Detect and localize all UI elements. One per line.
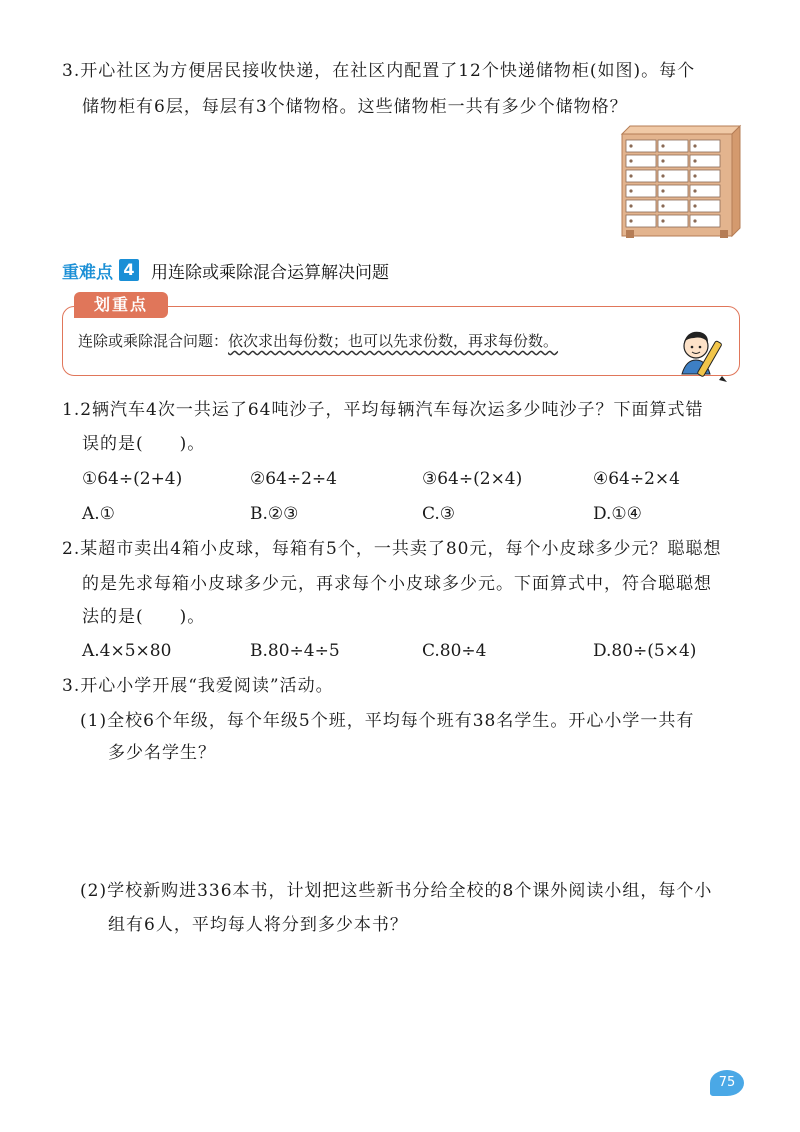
- q2-option-b: B.80÷4÷5: [250, 641, 340, 661]
- q3-sub1-line1: (1)全校6个年级，每个年级5个班，平均每个班有38名学生。开心小学一共有: [80, 711, 695, 731]
- q1-expr-2: ②64÷2÷4: [250, 469, 337, 489]
- keypoint-text: [78, 329, 558, 353]
- prev-q3-line2: 储物柜有6层，每层有3个储物格。这些储物柜一共有多少个储物格？: [82, 97, 628, 117]
- section-heading: [62, 256, 389, 284]
- section-label: 重难点: [62, 262, 113, 283]
- q2-option-c: C.80÷4: [422, 641, 487, 661]
- q1-option-a: A.①: [82, 504, 115, 524]
- section-title: 用连除或乘除混合运算解决问题: [151, 262, 389, 283]
- q1-line2: 误的是( )。: [82, 434, 206, 454]
- q2-line2: 的是先求每箱小皮球多少元，再求每个小皮球多少元。下面算式中，符合聪聪想: [82, 574, 712, 594]
- student-writing-icon: [672, 326, 732, 384]
- q1-line1: 1.2辆汽车4次一共运了64吨沙子，平均每辆汽车每次运多少吨沙子？下面算式错: [62, 400, 704, 420]
- keypoint-tab: 划重点: [74, 292, 168, 318]
- q2-option-d: D.80÷(5×4): [593, 641, 697, 661]
- q3-sub2-line2: 组有6人，平均每人将分到多少本书？: [108, 915, 408, 935]
- q3-sub2-line1: (2)学校新购进336本书，计划把这些新书分给全校的8个课外阅读小组，每个小: [80, 881, 713, 901]
- q1-option-c: C.③: [422, 504, 456, 524]
- q1-expr-3: ③64÷(2×4): [422, 469, 523, 489]
- q1-expr-1: ①64÷(2+4): [82, 469, 183, 489]
- q1-option-d: D.①④: [593, 504, 642, 524]
- prev-q3-line1: 3.开心社区为方便居民接收快递，在社区内配置了12个快递储物柜(如图)。每个: [62, 61, 696, 81]
- locker-cabinet-illustration: [616, 124, 742, 242]
- q3-sub1-line2: 多少名学生？: [108, 743, 216, 763]
- keypoint-text-prefix: 连除或乘除混合问题：: [78, 332, 229, 350]
- keypoint-text-emphasis: 依次求出每份数；也可以先求份数，再求每份数。: [228, 332, 559, 350]
- q2-line3: 法的是( )。: [82, 607, 206, 627]
- q2-line1: 2.某超市卖出4箱小皮球，每箱有5个，一共卖了80元，每个小皮球多少元？聪聪想: [62, 539, 722, 559]
- q1-expr-4: ④64÷2×4: [593, 469, 680, 489]
- q1-option-b: B.②③: [250, 504, 299, 524]
- section-number-badge: 4: [119, 259, 139, 281]
- q3-line1: 3.开心小学开展“我爱阅读”活动。: [62, 676, 334, 696]
- page-number: 75: [710, 1070, 744, 1096]
- q2-option-a: A.4×5×80: [82, 641, 172, 661]
